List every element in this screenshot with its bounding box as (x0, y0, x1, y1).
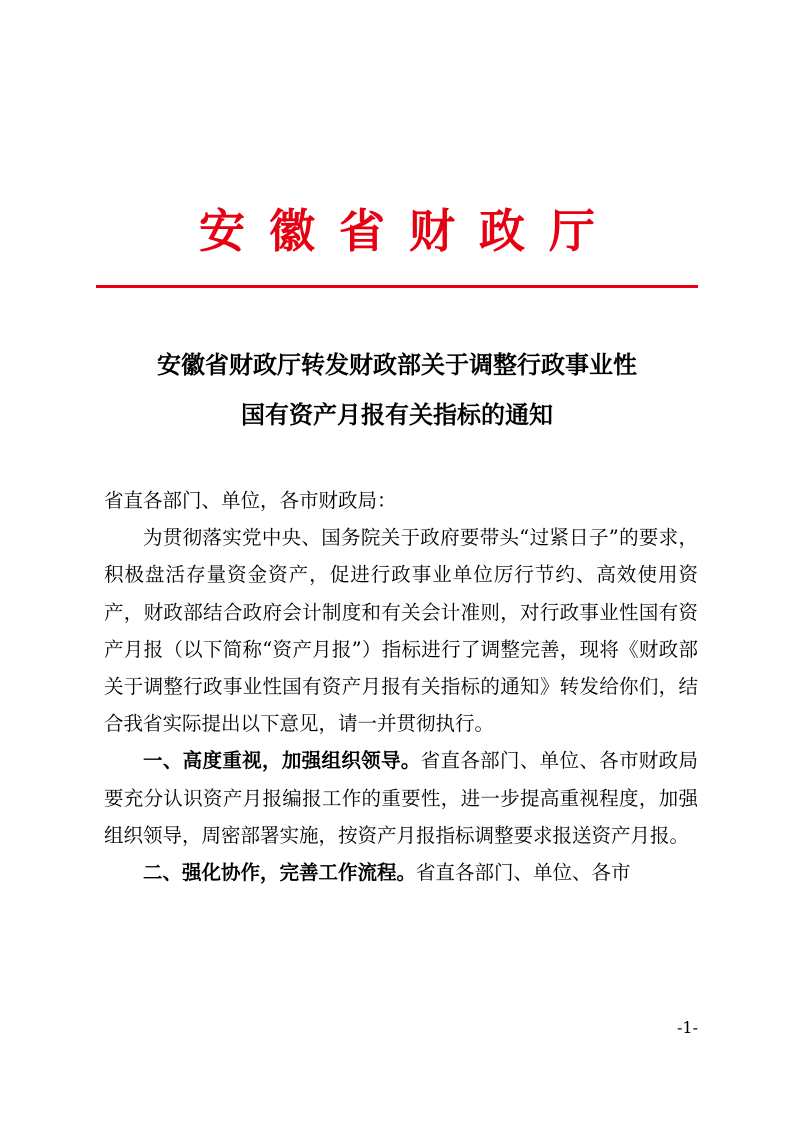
section-2-heading: 二、强化协作，完善工作流程。 (143, 861, 417, 885)
paragraph-section-1 (104, 742, 698, 854)
document-title-line-1: 安徽省财政厅转发财政部关于调整行政事业性 (157, 351, 637, 379)
issuer-masthead: 安徽省财政厅 (199, 204, 619, 258)
section-2-text: 省直各部门、单位、各市 (416, 861, 631, 885)
section-1-heading: 一、高度重视，加强组织领导。 (143, 749, 421, 773)
document-title-line-2: 国有资产月报有关指标的通知 (241, 401, 553, 429)
paragraph-intro: 为贯彻落实党中央、国务院关于政府要带头“过紧日子”的要求，积极盘活存量资金资产，促进行政事业单位厉行节约、高效使用资产，财政部结合政府会计制度和有关会计准则，对行政事业性国有资产月报（以下简称“资产月报”）指标进行了调整完善，现将《财政部关于调整行政事业性国有资产月报有关指标的通知》转发给你们，结合我省实际提出以下意见，请一并贯彻执行。 (104, 526, 698, 736)
document-body (104, 482, 698, 891)
section-1-text: 省直各部门、单位、各市财政局要充分认识资产月报编报工作的重要性，进一步提高重视程度，加强组织领导，周密部署实施，按资产月报指标调整要求报送资产月报。 (104, 749, 698, 847)
salutation: 省直各部门、单位，各市财政局： (104, 489, 397, 512)
red-separator-line (96, 285, 698, 288)
page-number: -1- (677, 1018, 698, 1037)
document-title (96, 340, 698, 440)
paragraph-section-2 (104, 854, 698, 891)
